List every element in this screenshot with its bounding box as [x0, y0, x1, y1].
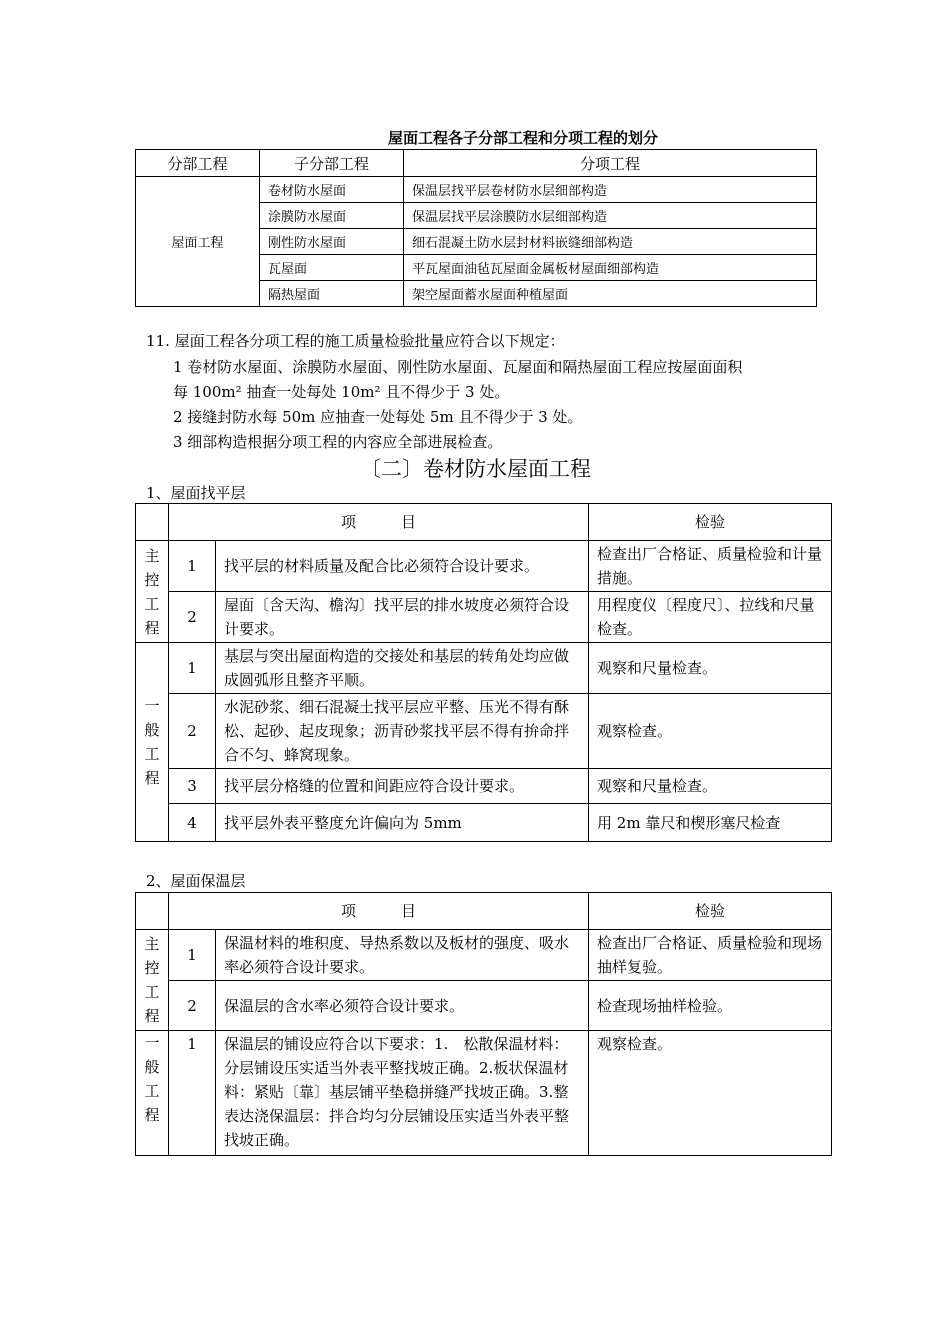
subdivision-cell: 隔热屋面	[260, 281, 404, 307]
check-cell: 观察和尺量检查。	[589, 643, 832, 694]
corner-cell	[136, 504, 169, 541]
division-table-title: 屋面工程各子分部工程和分项工程的划分	[388, 129, 659, 147]
rules-line-2: 2 接缝封防水每 50m 应抽查一处每处 5m 且不得少于 3 处。	[173, 408, 583, 426]
rules-line-3: 3 细部构造根据分项工程的内容应全部进展检查。	[173, 433, 503, 451]
section2-heading: 2、屋面保温层	[146, 872, 246, 890]
check-cell: 观察检查。	[589, 694, 832, 769]
check-cell: 检查现场抽样检验。	[589, 981, 832, 1031]
main-control-label: 主 控 工 程	[136, 541, 169, 643]
rules-line-1b: 每 100m² 抽查一处每处 10m² 且不得少于 3 处。	[173, 383, 510, 401]
row-number: 2	[169, 592, 216, 643]
items-cell: 保温层找平层卷材防水层细部构造	[404, 177, 817, 203]
section1-heading: 1、屋面找平层	[146, 484, 246, 502]
item-cell: 保温材料的堆积度、导热系数以及板材的强度、吸水率必须符合设计要求。	[216, 930, 589, 981]
header-check: 检验	[589, 504, 832, 541]
rules-intro: 11. 屋面工程各分项工程的施工质量检验批量应符合以下规定：	[146, 332, 565, 350]
row-number: 1	[169, 643, 216, 694]
check-cell: 观察检查。	[589, 1031, 832, 1156]
header-item: 项 目	[169, 893, 589, 930]
division-table	[135, 149, 817, 307]
section-title: 〔二〕卷材防水屋面工程	[360, 457, 591, 481]
row-number: 2	[169, 694, 216, 769]
check-cell: 检查出厂合格证、质量检验和计量措施。	[589, 541, 832, 592]
row-number: 1	[169, 541, 216, 592]
header-division: 分部工程	[136, 150, 260, 177]
header-items: 分项工程	[404, 150, 817, 177]
rules-line-1a: 1 卷材防水屋面、涂膜防水屋面、刚性防水屋面、瓦屋面和隔热屋面工程应按屋面面积	[173, 358, 743, 376]
subdivision-cell: 卷材防水屋面	[260, 177, 404, 203]
item-cell: 保温层的含水率必须符合设计要求。	[216, 981, 589, 1031]
general-label: 一 般 工 程	[136, 1031, 169, 1156]
item-cell: 找平层分格缝的位置和间距应符合设计要求。	[216, 769, 589, 804]
check-cell: 检查出厂合格证、质量检验和现场抽样复验。	[589, 930, 832, 981]
items-cell: 保温层找平层涂膜防水层细部构造	[404, 203, 817, 229]
header-check: 检验	[589, 893, 832, 930]
item-cell: 保温层的铺设应符合以下要求：1. 松散保温材料：分层铺设压实适当外表平整找坡正确。2.板状保温材料：紧贴〔靠〕基层铺平垫稳拼缝严找坡正确。3.整表达浇保温层：拌合均匀分层铺设压实适当外表平整找坡正确。	[216, 1031, 589, 1156]
check-cell: 用程度仪〔程度尺〕、拉线和尺量检查。	[589, 592, 832, 643]
row-number: 4	[169, 804, 216, 842]
subdivision-cell: 涂膜防水屋面	[260, 203, 404, 229]
items-cell: 平瓦屋面油毡瓦屋面金属板材屋面细部构造	[404, 255, 817, 281]
general-label: 一 般 工 程	[136, 643, 169, 842]
subdivision-cell: 刚性防水屋面	[260, 229, 404, 255]
header-item: 项 目	[169, 504, 589, 541]
subdivision-cell: 瓦屋面	[260, 255, 404, 281]
row-number: 1	[169, 930, 216, 981]
header-subdivision: 子分部工程	[260, 150, 404, 177]
row-number: 1	[169, 1031, 216, 1156]
items-cell: 细石混凝土防水层封材料嵌缝细部构造	[404, 229, 817, 255]
item-cell: 基层与突出屋面构造的交接处和基层的转角处均应做成圆弧形且整齐平顺。	[216, 643, 589, 694]
main-control-label: 主 控 工 程	[136, 930, 169, 1031]
check-cell: 观察和尺量检查。	[589, 769, 832, 804]
items-cell: 架空屋面蓄水屋面种植屋面	[404, 281, 817, 307]
item-cell: 找平层的材料质量及配合比必须符合设计要求。	[216, 541, 589, 592]
row-number: 2	[169, 981, 216, 1031]
leveling-layer-table	[135, 503, 832, 842]
item-cell: 屋面〔含天沟、檐沟〕找平层的排水坡度必须符合设计要求。	[216, 592, 589, 643]
check-cell: 用 2m 靠尺和楔形塞尺检查	[589, 804, 832, 842]
division-cell: 屋面工程	[136, 177, 260, 307]
corner-cell	[136, 893, 169, 930]
insulation-layer-table	[135, 892, 832, 1156]
row-number: 3	[169, 769, 216, 804]
item-cell: 水泥砂浆、细石混凝土找平层应平整、压光不得有酥松、起砂、起皮现象；沥青砂浆找平层不得有拚命拌合不匀、蜂窝现象。	[216, 694, 589, 769]
item-cell: 找平层外表平整度允许偏向为 5mm	[216, 804, 589, 842]
